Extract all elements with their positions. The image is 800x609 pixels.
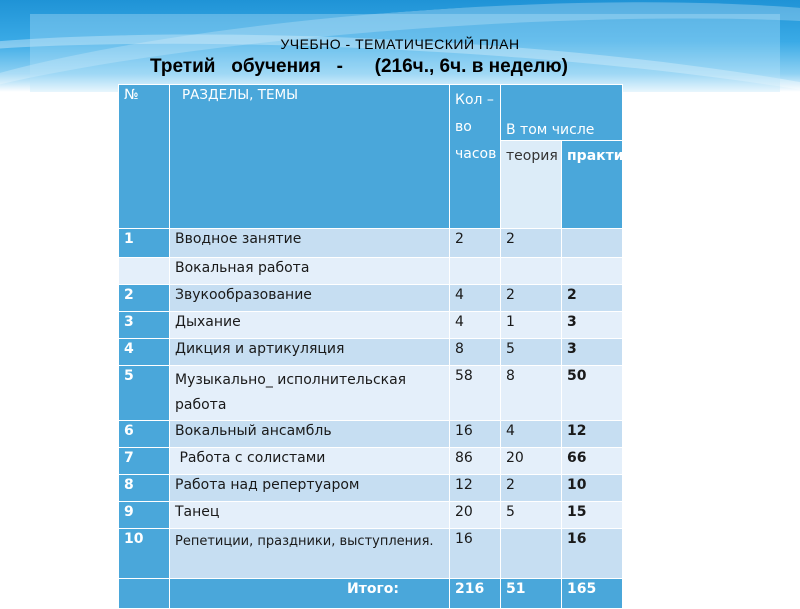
table-row xyxy=(119,475,623,502)
total-practice: 165 xyxy=(562,579,623,609)
row-hours xyxy=(450,258,501,285)
row-hours: 8 xyxy=(450,339,501,366)
row-hours: 4 xyxy=(450,285,501,312)
row-practice: 50 xyxy=(562,366,623,421)
row-practice: 10 xyxy=(562,475,623,502)
header-hours: Кол – во часов xyxy=(450,85,501,229)
row-theory: 4 xyxy=(501,421,562,448)
table-row xyxy=(119,285,623,312)
row-num: 2 xyxy=(119,285,170,312)
row-num: 8 xyxy=(119,475,170,502)
row-theory xyxy=(501,529,562,579)
table-row xyxy=(119,529,623,579)
row-hours: 16 xyxy=(450,529,501,579)
row-name: Музыкально_ исполнительская работа xyxy=(170,366,450,421)
title-box xyxy=(30,14,780,92)
plan-subtitle: Третий обучения - (216ч., 6ч. в неделю) xyxy=(150,56,568,77)
row-name: Работа с солистами xyxy=(170,448,450,475)
row-theory: 1 xyxy=(501,312,562,339)
row-name: Танец xyxy=(170,502,450,529)
total-row xyxy=(119,579,623,609)
row-num: 4 xyxy=(119,339,170,366)
row-hours: 20 xyxy=(450,502,501,529)
row-hours: 2 xyxy=(450,229,501,258)
row-hours: 4 xyxy=(450,312,501,339)
header-num: № xyxy=(119,85,170,229)
table-row xyxy=(119,258,623,285)
row-theory: 2 xyxy=(501,475,562,502)
row-num: 1 xyxy=(119,229,170,258)
thematic-plan-table xyxy=(118,84,643,609)
total-hours: 216 xyxy=(450,579,501,609)
row-name: Вокальный ансамбль xyxy=(170,421,450,448)
header-practice: практика xyxy=(562,141,623,229)
row-hours: 58 xyxy=(450,366,501,421)
row-num: 3 xyxy=(119,312,170,339)
row-practice: 3 xyxy=(562,339,623,366)
total-theory: 51 xyxy=(501,579,562,609)
row-practice: 15 xyxy=(562,502,623,529)
row-practice: 3 xyxy=(562,312,623,339)
table-row xyxy=(119,339,623,366)
row-practice: 66 xyxy=(562,448,623,475)
row-hours: 86 xyxy=(450,448,501,475)
plan-title: УЧЕБНО - ТЕМАТИЧЕСКИЙ ПЛАН xyxy=(280,36,520,52)
table-row xyxy=(119,366,623,421)
row-name: Вокальная работа xyxy=(170,258,450,285)
row-theory: 20 xyxy=(501,448,562,475)
row-theory: 5 xyxy=(501,502,562,529)
row-theory: 2 xyxy=(501,229,562,258)
row-practice: 16 xyxy=(562,529,623,579)
row-name: Дикция и артикуляция xyxy=(170,339,450,366)
table-row xyxy=(119,448,623,475)
header-including: В том числе xyxy=(501,85,623,141)
row-hours: 12 xyxy=(450,475,501,502)
row-theory: 5 xyxy=(501,339,562,366)
row-num: 9 xyxy=(119,502,170,529)
row-practice: 2 xyxy=(562,285,623,312)
row-hours: 16 xyxy=(450,421,501,448)
total-num-cell xyxy=(119,579,170,609)
row-num xyxy=(119,258,170,285)
header-sections: РАЗДЕЛЫ, ТЕМЫ xyxy=(170,85,450,229)
table-row xyxy=(119,421,623,448)
total-label: Итого: xyxy=(170,579,450,609)
row-name: Звукообразование xyxy=(170,285,450,312)
row-num: 5 xyxy=(119,366,170,421)
row-practice xyxy=(562,229,623,258)
row-num: 7 xyxy=(119,448,170,475)
row-practice: 12 xyxy=(562,421,623,448)
row-theory: 8 xyxy=(501,366,562,421)
table-row xyxy=(119,312,623,339)
row-num: 10 xyxy=(119,529,170,579)
table-row xyxy=(119,502,623,529)
row-name: Работа над репертуаром xyxy=(170,475,450,502)
row-name: Репетиции, праздники, выступления. xyxy=(170,529,450,579)
row-theory xyxy=(501,258,562,285)
row-name: Дыхание xyxy=(170,312,450,339)
row-theory: 2 xyxy=(501,285,562,312)
header-row xyxy=(119,85,623,141)
header-theory: теория xyxy=(501,141,562,229)
row-name: Вводное занятие xyxy=(170,229,450,258)
row-num: 6 xyxy=(119,421,170,448)
table-row xyxy=(119,229,623,258)
row-practice xyxy=(562,258,623,285)
